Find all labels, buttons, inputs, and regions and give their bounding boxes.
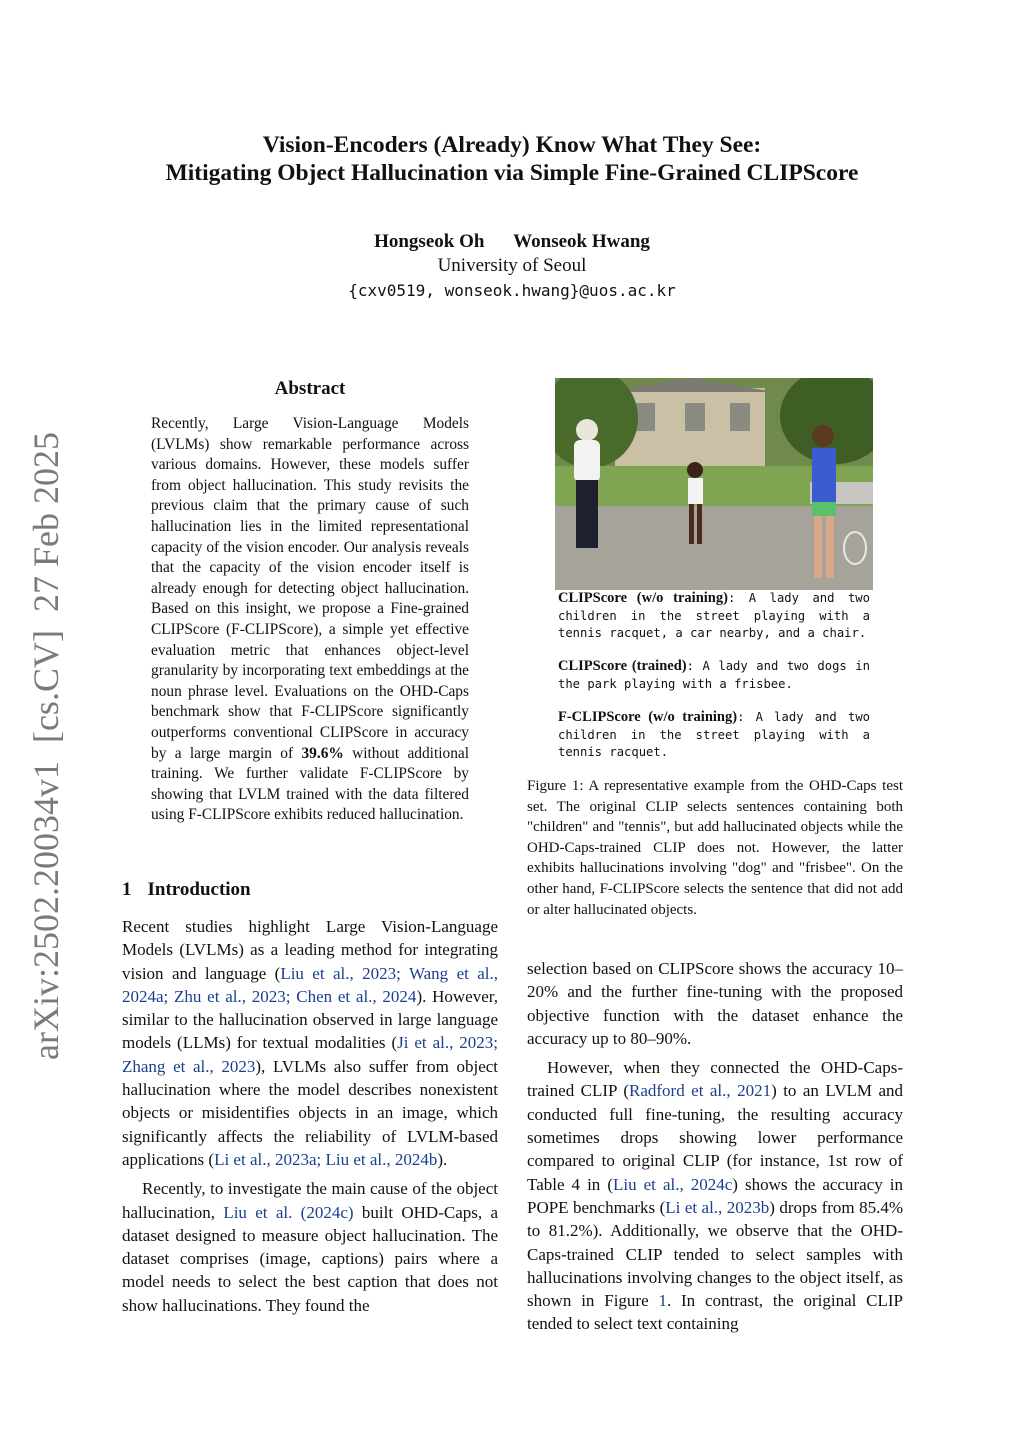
right-column-text [527, 957, 903, 1336]
tennis-scene-illustration [555, 378, 873, 590]
affiliation: University of Seoul [437, 255, 587, 276]
caption-label: CLIPScore (w/o training) [558, 590, 728, 606]
figure-1-caption: Figure 1: A representative example from the OHD-Caps test set. The original CLIP selects sentences containing both "children" and "tennis", but add hallucinated objects while the OHD-Caps-trained CLIP does not. However, the latter exhibits hallucinations involving "dog" and "frisbee". On the other hand, F-CLIPScore selects the sentence that did not add or alter hallucinated objects. [527, 778, 903, 918]
abstract-heading: Abstract [274, 378, 346, 399]
caption-label: F-CLIPScore (w/o training) [558, 709, 738, 725]
figure-caption-clipscore-untrained: CLIPScore (w/o training): A lady and two children in the street playing with a tennis racquet, a car nearby, and a chair. [558, 590, 870, 640]
caption-text: A lady and two children in the street playing with a tennis racquet, a car nearby, and a chair. [558, 591, 870, 640]
title-line-2: Mitigating Object Hallucination via Simple Fine-Grained CLIPScore [165, 160, 859, 186]
citation-link[interactable]: Ji et al., 2023; Zhang et al., 2023 [122, 1033, 498, 1076]
section-title: Introduction [147, 879, 251, 900]
abstract-highlight: 39.6% [301, 744, 344, 762]
citation-link[interactable]: Radford et al., 2021 [628, 1081, 772, 1101]
section-heading-introduction [122, 879, 251, 901]
figure-caption-fclipscore: F-CLIPScore (w/o training): A lady and two children in the street playing with a tennis racquet. [558, 709, 870, 759]
caption-label: CLIPScore (trained) [558, 658, 687, 674]
citation-link[interactable]: Li et al., 2023a; Liu et al., 2024b [214, 1149, 438, 1169]
citation-link[interactable]: Liu et al. (2024c) [223, 1202, 354, 1222]
intro-paragraph-4: However, when they connected the OHD-Caps-trained CLIP (Radford et al., 2021) to an LVLM and conducted full fine-tuning, the resulting accuracy sometimes drops showing lower performance compared to original CLIP (for instance, 1st row of Table 4 in (Liu et al., 2024c) shows the accuracy in POPE benchmarks (Li et al., 2023b) drops from 85.4% to 81.2%). Additionally, we observe that the OHD-Caps-trained CLIP tended to select samples with hallucinations involving changes to the object itself, as shown in Figure 1. In contrast, the original CLIP tended to select text containing [527, 1058, 903, 1334]
intro-paragraph-3: selection based on CLIPScore shows the accuracy 10–20% and the further fine-tuning with the proposed objective function with the dataset enhance the accuracy up to 80–90%. [527, 959, 903, 1048]
figure-reference-link[interactable]: 1 [658, 1291, 667, 1311]
citation-link[interactable]: Li et al., 2023b [665, 1197, 770, 1217]
arxiv-identifier: arXiv:2502.20034v1 [cs.CV] 27 Feb 2025 [26, 432, 66, 1060]
author-email: {cxv0519, wonseok.hwang}@uos.ac.kr [348, 281, 676, 300]
citation-link[interactable]: Liu et al., 2024c [613, 1174, 733, 1194]
title-line-1: Vision-Encoders (Already) Know What They See: [262, 132, 762, 158]
author-1: Hongseok Oh [374, 231, 485, 252]
section-number: 1 [122, 879, 132, 900]
author-2: Wonseok Hwang [513, 231, 650, 252]
caption-text: A lady and two children in the street playing with a tennis racquet. [558, 710, 870, 759]
caption-text: A lady and two dogs in the park playing with a frisbee. [558, 659, 870, 691]
figure-1-photo [555, 378, 873, 590]
author-list [0, 229, 1024, 255]
citation-link[interactable]: Liu et al., 2023; Wang et al., 2024a; Zhu et al., 2023; Chen et al., 2024 [122, 963, 498, 1006]
abstract-body: Recently, Large Vision-Language Models (LVLMs) show remarkable performance across various domains. However, these models suffer from object hallucination. This study revisits the previous claim that the primary cause of such hallucination lies in the limited representational capacity of the vision encoder. Our analysis reveals that the capacity of the vision encoder itself is already enough for detecting object hallucination. Based on this insight, we propose a Fine-grained CLIPScore (F-CLIPScore), a simple yet effective evaluation metric that enhances object-level granularity by incorporating text embeddings at the noun phrase level. Evaluations on the OHD-Caps benchmark show that F-CLIPScore significantly outperforms conventional CLIPScore in accuracy by a large margin of 39.6% without additional training. We further validate F-CLIPScore by showing that LVLM trained with the data filtered using F-CLIPScore exhibits reduced hallucination. [151, 415, 469, 824]
intro-paragraph-2: Recently, to investigate the main cause of the object hallucination, Liu et al. (2024c) built OHD-Caps, a dataset designed to measure object hallucination. The dataset comprises (image, captions) pairs where a model needs to select the best caption that does not show hallucinations. They found the [122, 1179, 498, 1315]
paper-title [0, 131, 1024, 187]
figure-caption-clipscore-trained: CLIPScore (trained): A lady and two dogs in the park playing with a frisbee. [558, 658, 870, 691]
intro-paragraph-1: Recent studies highlight Large Vision-Language Models (LVLMs) as a leading method for integrating vision and language (Liu et al., 2023; Wang et al., 2024a; Zhu et al., 2023; Chen et al., 2024). However, similar to the hallucination observed in large language models (LLMs) for textual modalities (Ji et al., 2023; Zhang et al., 2023), LVLMs also suffer from object hallucination where the model describes nonexistent objects or misidentifies objects in an image, which significantly affects the reliability of LVLM-based applications (Li et al., 2023a; Liu et al., 2024b). [122, 917, 499, 1169]
left-column-text [122, 915, 498, 1317]
